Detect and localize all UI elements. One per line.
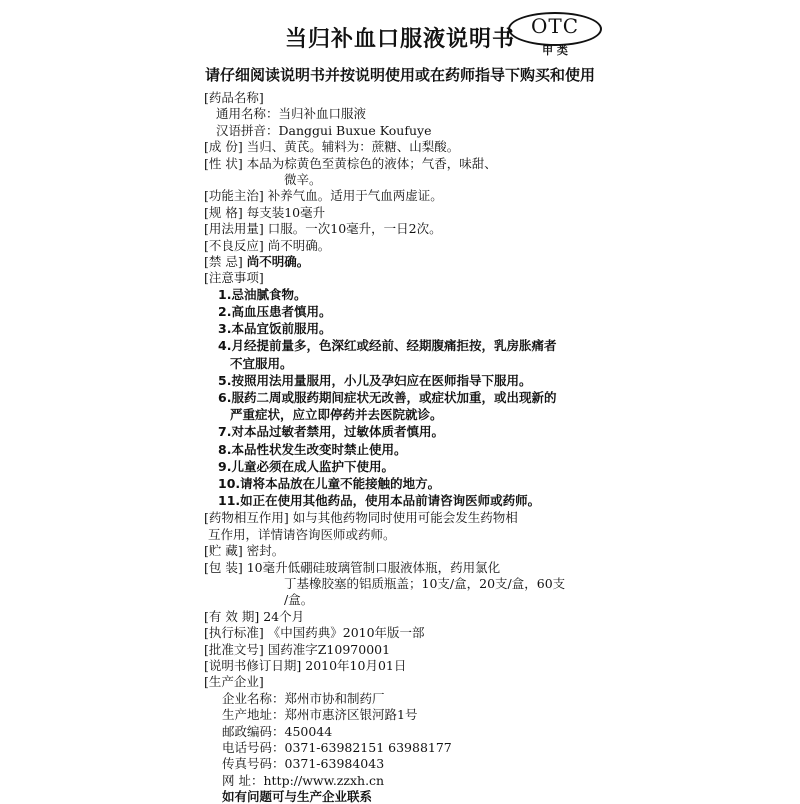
leaflet-title: 当归补血口服液说明书 (284, 27, 515, 52)
generic-name: 通用名称：当归补血口服液 (216, 106, 367, 122)
section-precautions: [注意事项] (204, 270, 264, 286)
storage-row (204, 543, 284, 558)
adverse-row (204, 238, 330, 253)
otc-badge (508, 12, 600, 58)
standard-value: 《中国药典》2010年版一部 (267, 625, 425, 641)
package-value: 10毫升低硼硅玻璃管制口服液体瓶，药用氯化 (246, 559, 501, 575)
function-label: [功能主治] (204, 188, 264, 204)
usage-row (204, 221, 442, 236)
spec-row (204, 205, 325, 220)
precaution-item: 4.月经提前量多，色深红或经前、经期腹痛拒按，乳房胀痛者 (218, 338, 557, 354)
usage-label: [用法用量] (204, 221, 264, 237)
precaution-item: 2.高血压患者慎用。 (218, 304, 332, 319)
usage-warning: 请仔细阅读说明书并按说明使用或在药师指导下购买和使用 (204, 66, 595, 84)
package-value-cont: 丁基橡胶塞的铝质瓶盖；10支/盒，20支/盒，60支 (284, 576, 566, 591)
revision-row (204, 658, 406, 673)
precaution-item: 6.服药二周或服药期间症状无改善，或症状加重，或出现新的 (218, 390, 557, 405)
precaution-item: 5.按照用法用量服用，小儿及孕妇应在医师指导下服用。 (218, 372, 532, 388)
validity-value: 24个月 (263, 608, 305, 624)
approval-label: [批准文号] (204, 641, 264, 657)
interaction-value: 如与其他药物同时使用可能会发生药物相 (292, 510, 518, 526)
revision-value: 2010年10月01日 (305, 658, 407, 673)
precaution-item: 8.本品性状发生改变时禁止使用。 (218, 441, 407, 457)
package-value-cont: /盒。 (284, 592, 314, 608)
usage-value: 口服。一次10毫升，一日2次。 (267, 221, 442, 237)
spec-value: 每支装10毫升 (246, 204, 326, 220)
manufacturer-website: 网 址：http://www.zzxh.cn (222, 772, 385, 788)
manufacturer-contact-note: 如有问题可与生产企业联系 (222, 789, 373, 804)
approval-row (204, 642, 390, 657)
manufacturer-name: 企业名称：郑州市协和制药厂 (222, 690, 385, 706)
ingredients-row (204, 139, 459, 154)
pinyin-name: 汉语拼音：Danggui Buxue Koufuye (216, 122, 432, 138)
manufacturer-address: 生产地址：郑州市惠济区银河路1号 (222, 707, 418, 723)
precaution-item-cont: 不宜服用。 (230, 355, 293, 371)
precaution-item: 1.忌油腻食物。 (218, 286, 307, 302)
adverse-label: [不良反应] (204, 237, 264, 253)
storage-value: 密封。 (246, 543, 285, 559)
ingredients-label: [成 份] (204, 139, 243, 155)
properties-value-cont: 微辛。 (284, 172, 322, 187)
properties-label: [性 状] (204, 155, 243, 171)
properties-value: 本品为棕黄色至黄棕色的液体；气香，味甜、 (246, 155, 497, 171)
interaction-row (204, 510, 518, 525)
precaution-item: 10.请将本品放在儿童不能接触的地方。 (218, 476, 441, 491)
spec-label: [规 格] (204, 204, 243, 220)
interaction-value-cont: 互作用，详情请咨询医师或药师。 (208, 526, 396, 542)
revision-label: [说明书修订日期] (204, 658, 302, 673)
storage-label: [贮 藏] (204, 543, 243, 559)
validity-row (204, 609, 304, 624)
precaution-item: 7.对本品过敏者禁用，过敏体质者慎用。 (218, 424, 444, 440)
package-label: [包 装] (204, 559, 243, 575)
otc-class: 甲 类 (542, 44, 568, 57)
adverse-value: 尚不明确。 (267, 237, 331, 253)
standard-row (204, 625, 425, 640)
contra-row (204, 254, 309, 269)
manufacturer-phone: 电话号码：0371-63982151 63988177 (222, 740, 452, 755)
contra-value: 尚不明确。 (246, 254, 310, 269)
precaution-item: 9.儿童必须在成人监护下使用。 (218, 458, 394, 474)
approval-value: 国药准字Z10970001 (267, 641, 391, 657)
manufacturer-fax: 传真号码：0371-63984043 (222, 756, 385, 772)
section-drug-name: [药品名称] (204, 90, 264, 105)
function-value: 补养气血。适用于气血两虚证。 (267, 188, 443, 204)
contra-label: [禁 忌] (204, 254, 243, 269)
precaution-item: 11.如正在使用其他药品，使用本品前请咨询医师或药师。 (218, 493, 541, 509)
otc-mark: OTC (530, 14, 580, 38)
properties-row (204, 156, 497, 171)
manufacturer-postcode: 邮政编码：450044 (222, 723, 333, 739)
ingredients-value: 当归、黄芪。辅料为：蔗糖、山梨酸。 (246, 139, 460, 155)
standard-label: [执行标准] (204, 625, 264, 641)
package-row (204, 560, 500, 575)
interaction-label: [药物相互作用] (204, 510, 289, 526)
section-manufacturer: [生产企业] (204, 674, 264, 690)
validity-label: [有 效 期] (204, 608, 260, 624)
precaution-item-cont: 严重症状，应立即停药并去医院就诊。 (230, 407, 443, 423)
precaution-item: 3.本品宜饭前服用。 (218, 321, 332, 337)
function-row (204, 188, 443, 203)
